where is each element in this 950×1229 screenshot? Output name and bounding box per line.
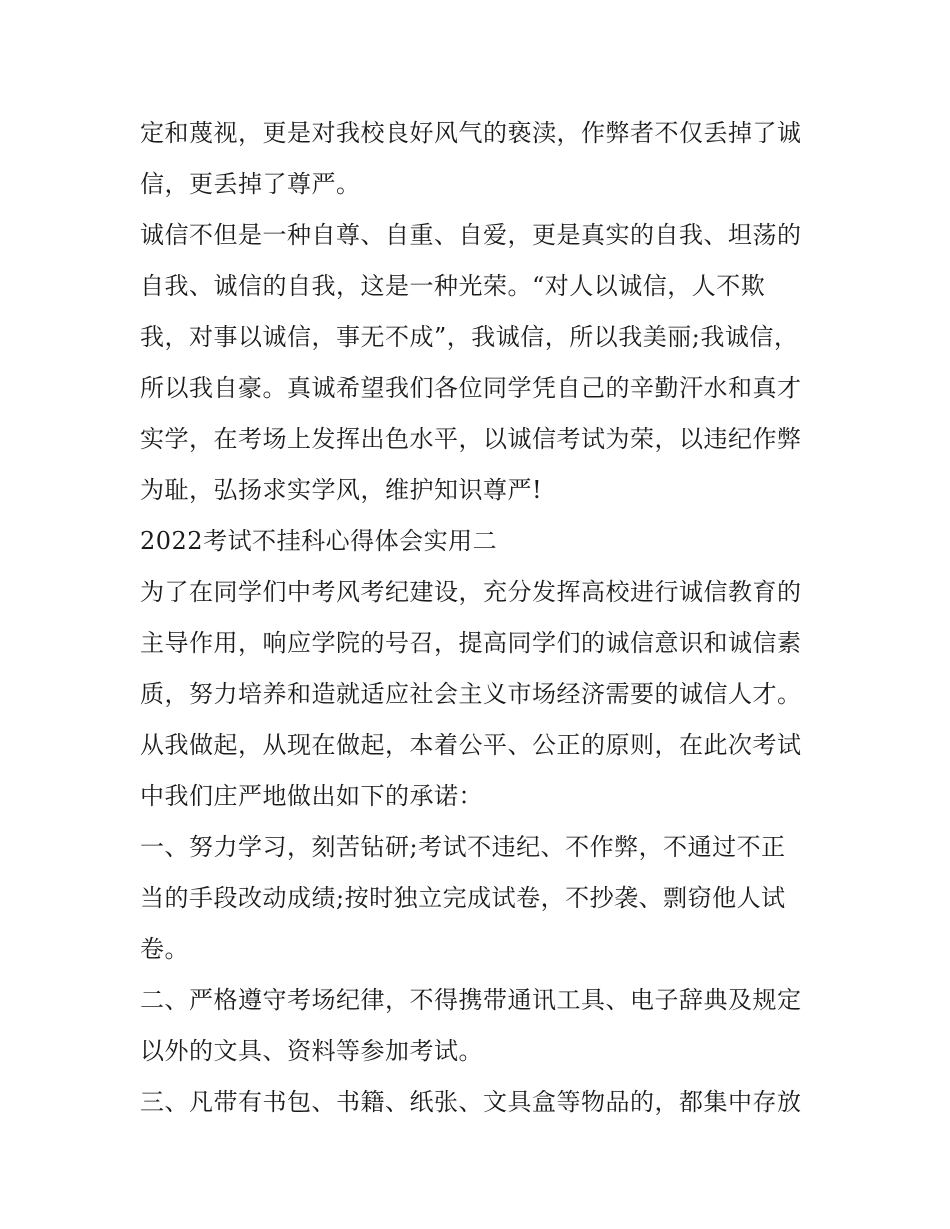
text-line: 一、努力学习，刻苦钻研;考试不违纪、不作弊，不通过不正 xyxy=(140,833,786,861)
text-line: 从我做起，从现在做起，本着公平、公正的原则，在此次考试 xyxy=(140,731,802,759)
document-body xyxy=(140,108,820,1128)
text-line: 当的手段改动成绩;按时独立完成试卷，不抄袭、剽窃他人试 xyxy=(140,884,786,912)
text-line: 主导作用，响应学院的号召，提高同学们的诚信意识和诚信素 xyxy=(140,629,802,657)
text-line: 所以我自豪。真诚希望我们各位同学凭自己的辛勤汗水和真才 xyxy=(140,374,802,402)
text-line: 质，努力培养和造就适应社会主义市场经济需要的诚信人才。 xyxy=(140,680,802,708)
text-line: 信，更丢掉了尊严。 xyxy=(140,170,361,198)
text-line: 二、严格遵守考场纪律，不得携带通讯工具、电子辞典及规定 xyxy=(140,986,802,1014)
text-line: 三、凡带有书包、书籍、纸张、文具盒等物品的，都集中存放 xyxy=(140,1088,802,1116)
text-line: 我，对事以诚信，事无不成”，我诚信，所以我美丽;我诚信， xyxy=(140,323,799,351)
text-line: 为耻，弘扬求实学风，维护知识尊严! xyxy=(140,476,543,504)
text-line: 为了在同学们中考风考纪建设，充分发挥高校进行诚信教育的 xyxy=(140,578,802,606)
text-line: 以外的文具、资料等参加考试。 xyxy=(140,1037,483,1065)
text-line: 自我、诚信的自我，这是一种光荣。“对人以诚信，人不欺 xyxy=(140,272,766,300)
text-line: 中我们庄严地做出如下的承诺： xyxy=(140,782,483,810)
text-line: 诚信不但是一种自尊、自重、自爱，更是真实的自我、坦荡的 xyxy=(140,221,802,249)
text-line: 定和蔑视，更是对我校良好风气的亵渎，作弊者不仅丢掉了诚 xyxy=(140,119,802,147)
text-line: 实学，在考场上发挥出色水平，以诚信考试为荣，以违纪作弊 xyxy=(140,425,802,453)
section-heading: 2022考试不挂科心得体会实用二 xyxy=(140,527,498,555)
text-line: 卷。 xyxy=(140,935,189,963)
